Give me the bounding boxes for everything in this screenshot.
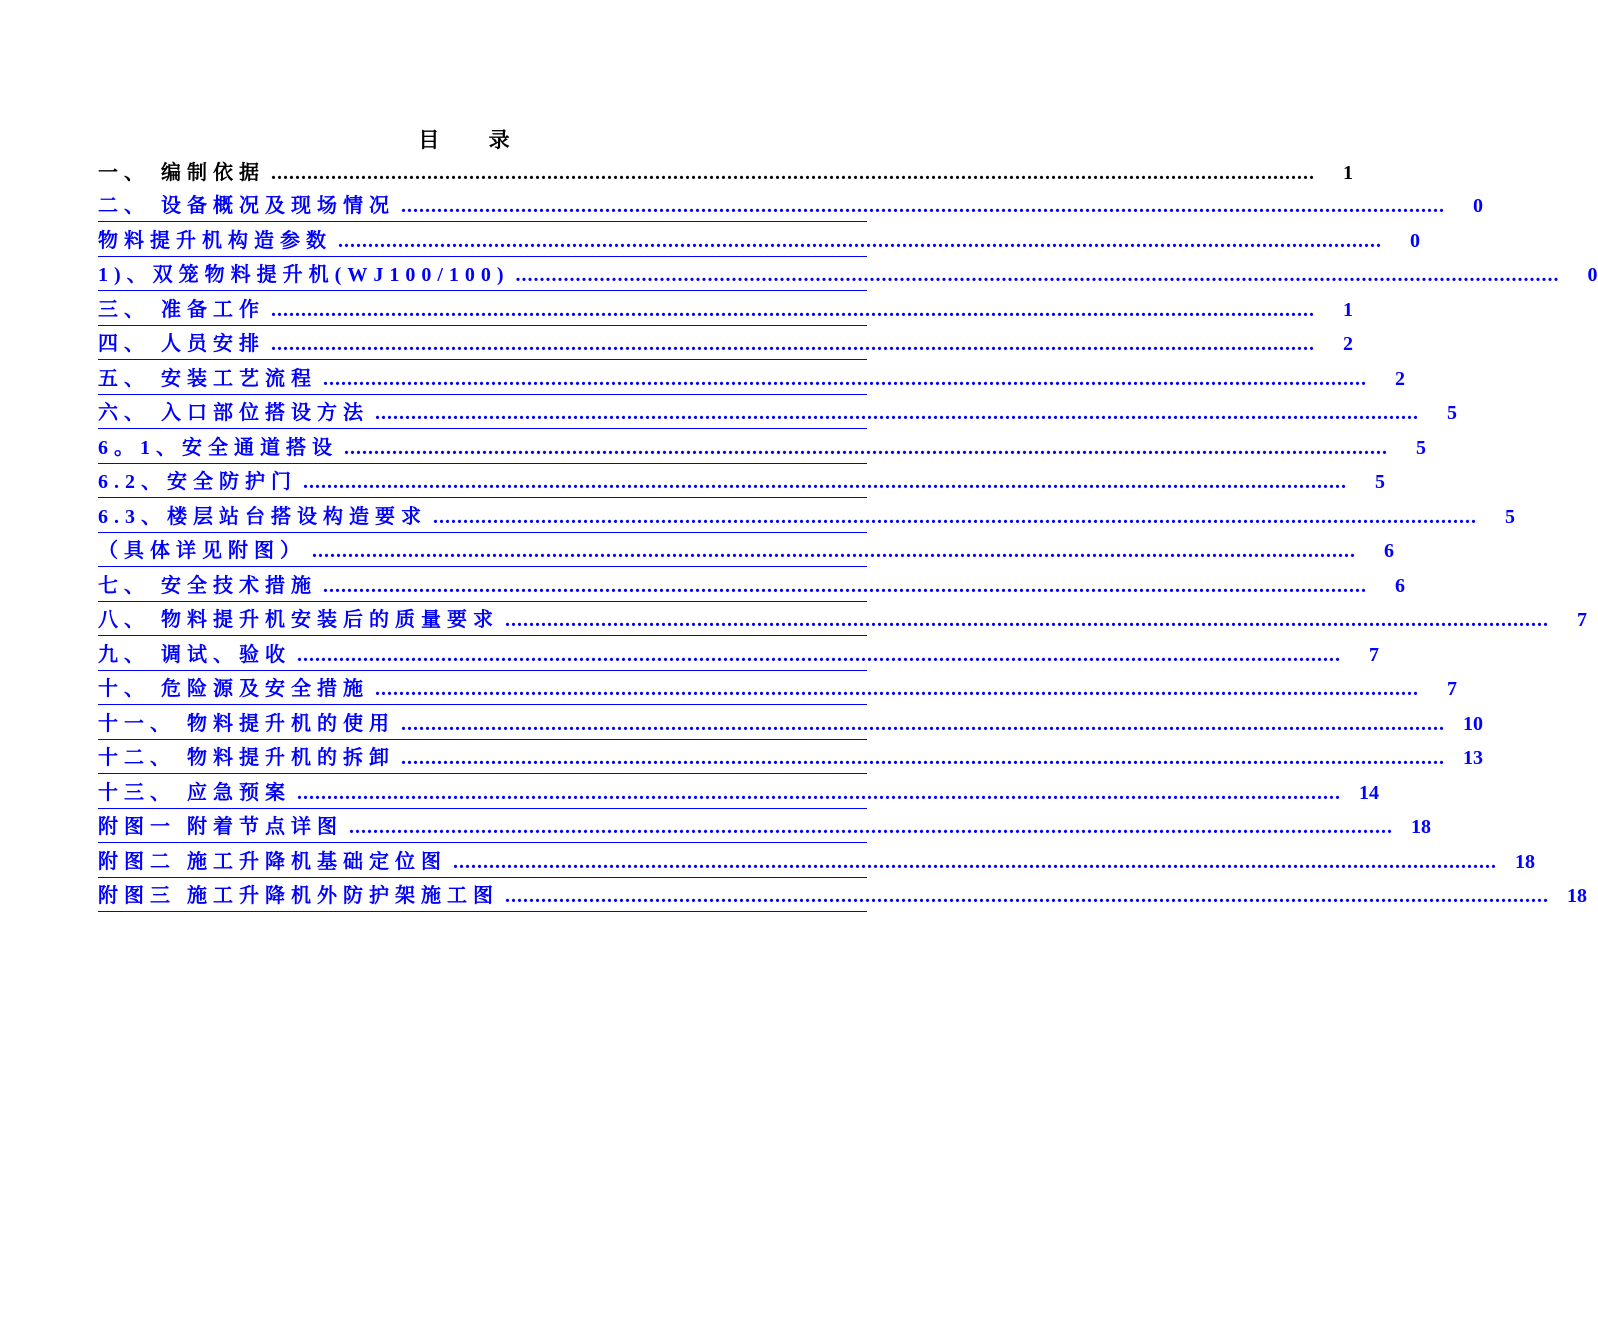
toc-page-number: 13 [1463, 747, 1483, 769]
toc-page-number: 6 [1395, 574, 1405, 597]
toc-entry-label: 1)、双笼物料提升机(WJ100/100) [98, 264, 510, 286]
toc-dot-leader: .............................................................................................................................................................................. [303, 471, 1347, 493]
toc-entry-label: 九、 调试、验收 [98, 643, 291, 666]
toc-entry-label: 十二、 物料提升机的拆卸 [98, 747, 395, 769]
toc-dot-leader: .............................................................................................................................................................................. [515, 264, 1560, 286]
toc-entry-label: 二、 设备概况及现场情况 [98, 195, 395, 217]
toc-entry-label: 七、 安全技术措施 [98, 574, 317, 597]
toc-dot-leader: .............................................................................................................................................................................. [401, 747, 1445, 769]
toc-entry-label: 五、 安装工艺流程 [98, 367, 317, 390]
toc-entry-18[interactable] [98, 740, 1483, 775]
toc-dot-leader: .............................................................................................................................................................................. [433, 505, 1477, 528]
toc-dot-leader: .............................................................................................................................................................................. [505, 609, 1549, 631]
toc-dot-leader: .............................................................................................................................................................................. [297, 643, 1341, 666]
toc-page-number: 0 [1410, 229, 1420, 252]
toc-entry-label: 6.2、安全防护门 [98, 471, 297, 493]
toc-dot-leader: .............................................................................................................................................................................. [375, 402, 1419, 424]
toc-entry-label: （具体详见附图） [98, 540, 306, 562]
toc-dot-leader: .............................................................................................................................................................................. [297, 781, 1341, 804]
toc-entry-label: 四、 人员安排 [98, 333, 265, 355]
toc-page-number: 18 [1567, 885, 1587, 907]
toc-page-number: 2 [1343, 333, 1353, 355]
toc-entry-2[interactable] [98, 188, 1483, 223]
table-of-contents [98, 153, 1598, 912]
toc-entry-label: 6。1、安全通道搭设 [98, 436, 338, 459]
toc-dot-leader: .............................................................................................................................................................................. [312, 540, 1356, 562]
toc-entry-1 [98, 153, 1353, 188]
toc-dot-leader: .............................................................................................................................................................................. [375, 678, 1419, 700]
toc-entry-label: 附图二 施工升降机基础定位图 [98, 850, 447, 873]
toc-page-number: 5 [1375, 471, 1385, 493]
toc-page-number: 10 [1463, 712, 1483, 735]
toc-page-number: 14 [1359, 781, 1379, 804]
toc-page-number: 0 [1473, 195, 1483, 217]
toc-page-number: 5 [1505, 505, 1515, 528]
toc-entry-label: 十一、 物料提升机的使用 [98, 712, 395, 735]
toc-title: 目 录 [418, 128, 532, 152]
toc-page-number: 2 [1395, 367, 1405, 390]
toc-entry-15[interactable] [98, 636, 1379, 671]
toc-entry-3[interactable] [98, 222, 1420, 257]
toc-entry-16[interactable] [98, 671, 1457, 706]
toc-entry-label: 附图一 附着节点详图 [98, 816, 343, 838]
toc-dot-leader: .............................................................................................................................................................................. [401, 712, 1445, 735]
toc-entry-14[interactable] [98, 602, 1587, 637]
toc-entry-label: 十、 危险源及安全措施 [98, 678, 369, 700]
toc-page-number: 0 [1587, 264, 1598, 286]
toc-entry-label: 一、 编制依据 [98, 161, 265, 184]
toc-dot-leader: .............................................................................................................................................................................. [271, 333, 1315, 355]
toc-entry-19[interactable] [98, 774, 1379, 809]
toc-dot-leader: .............................................................................................................................................................................. [349, 816, 1393, 838]
toc-dot-leader: .............................................................................................................................................................................. [401, 195, 1445, 217]
toc-dot-leader: .............................................................................................................................................................................. [271, 161, 1315, 184]
toc-page-number: 7 [1447, 678, 1457, 700]
toc-entry-6[interactable] [98, 326, 1353, 361]
toc-page-number: 7 [1577, 609, 1587, 631]
toc-entry-10[interactable] [98, 464, 1385, 499]
toc-entry-8[interactable] [98, 395, 1457, 430]
toc-page-number: 7 [1369, 643, 1379, 666]
toc-entry-label: 十三、 应急预案 [98, 781, 291, 804]
toc-entry-17[interactable] [98, 705, 1483, 740]
toc-entry-7[interactable] [98, 360, 1405, 395]
toc-page-number: 18 [1411, 816, 1431, 838]
toc-entry-label: 六、 入口部位搭设方法 [98, 402, 369, 424]
toc-page-number: 1 [1343, 161, 1353, 184]
toc-entry-12[interactable] [98, 533, 1394, 568]
toc-dot-leader: .............................................................................................................................................................................. [453, 850, 1497, 873]
toc-entry-13[interactable] [98, 567, 1405, 602]
toc-entry-5[interactable] [98, 291, 1353, 326]
toc-entry-22[interactable] [98, 878, 1587, 913]
toc-entry-20[interactable] [98, 809, 1431, 844]
toc-entry-label: 三、 准备工作 [98, 298, 265, 321]
toc-dot-leader: .............................................................................................................................................................................. [344, 436, 1388, 459]
toc-dot-leader: .............................................................................................................................................................................. [338, 229, 1382, 252]
toc-page-number: 5 [1416, 436, 1426, 459]
toc-page-number: 6 [1384, 540, 1394, 562]
toc-entry-label: 八、 物料提升机安装后的质量要求 [98, 609, 499, 631]
toc-dot-leader: .............................................................................................................................................................................. [323, 574, 1367, 597]
toc-dot-leader: .............................................................................................................................................................................. [505, 885, 1549, 907]
toc-entry-label: 物料提升机构造参数 [98, 229, 332, 252]
toc-entry-4[interactable] [98, 257, 1598, 292]
toc-entry-label: 附图三 施工升降机外防护架施工图 [98, 885, 499, 907]
toc-entry-9[interactable] [98, 429, 1426, 464]
toc-page-number: 18 [1515, 850, 1535, 873]
toc-page-number: 1 [1343, 298, 1353, 321]
toc-dot-leader: .............................................................................................................................................................................. [323, 367, 1367, 390]
toc-entry-11[interactable] [98, 498, 1515, 533]
toc-page-number: 5 [1447, 402, 1457, 424]
toc-entry-label: 6.3、楼层站台搭设构造要求 [98, 505, 427, 528]
toc-entry-21[interactable] [98, 843, 1535, 878]
toc-dot-leader: .............................................................................................................................................................................. [271, 298, 1315, 321]
